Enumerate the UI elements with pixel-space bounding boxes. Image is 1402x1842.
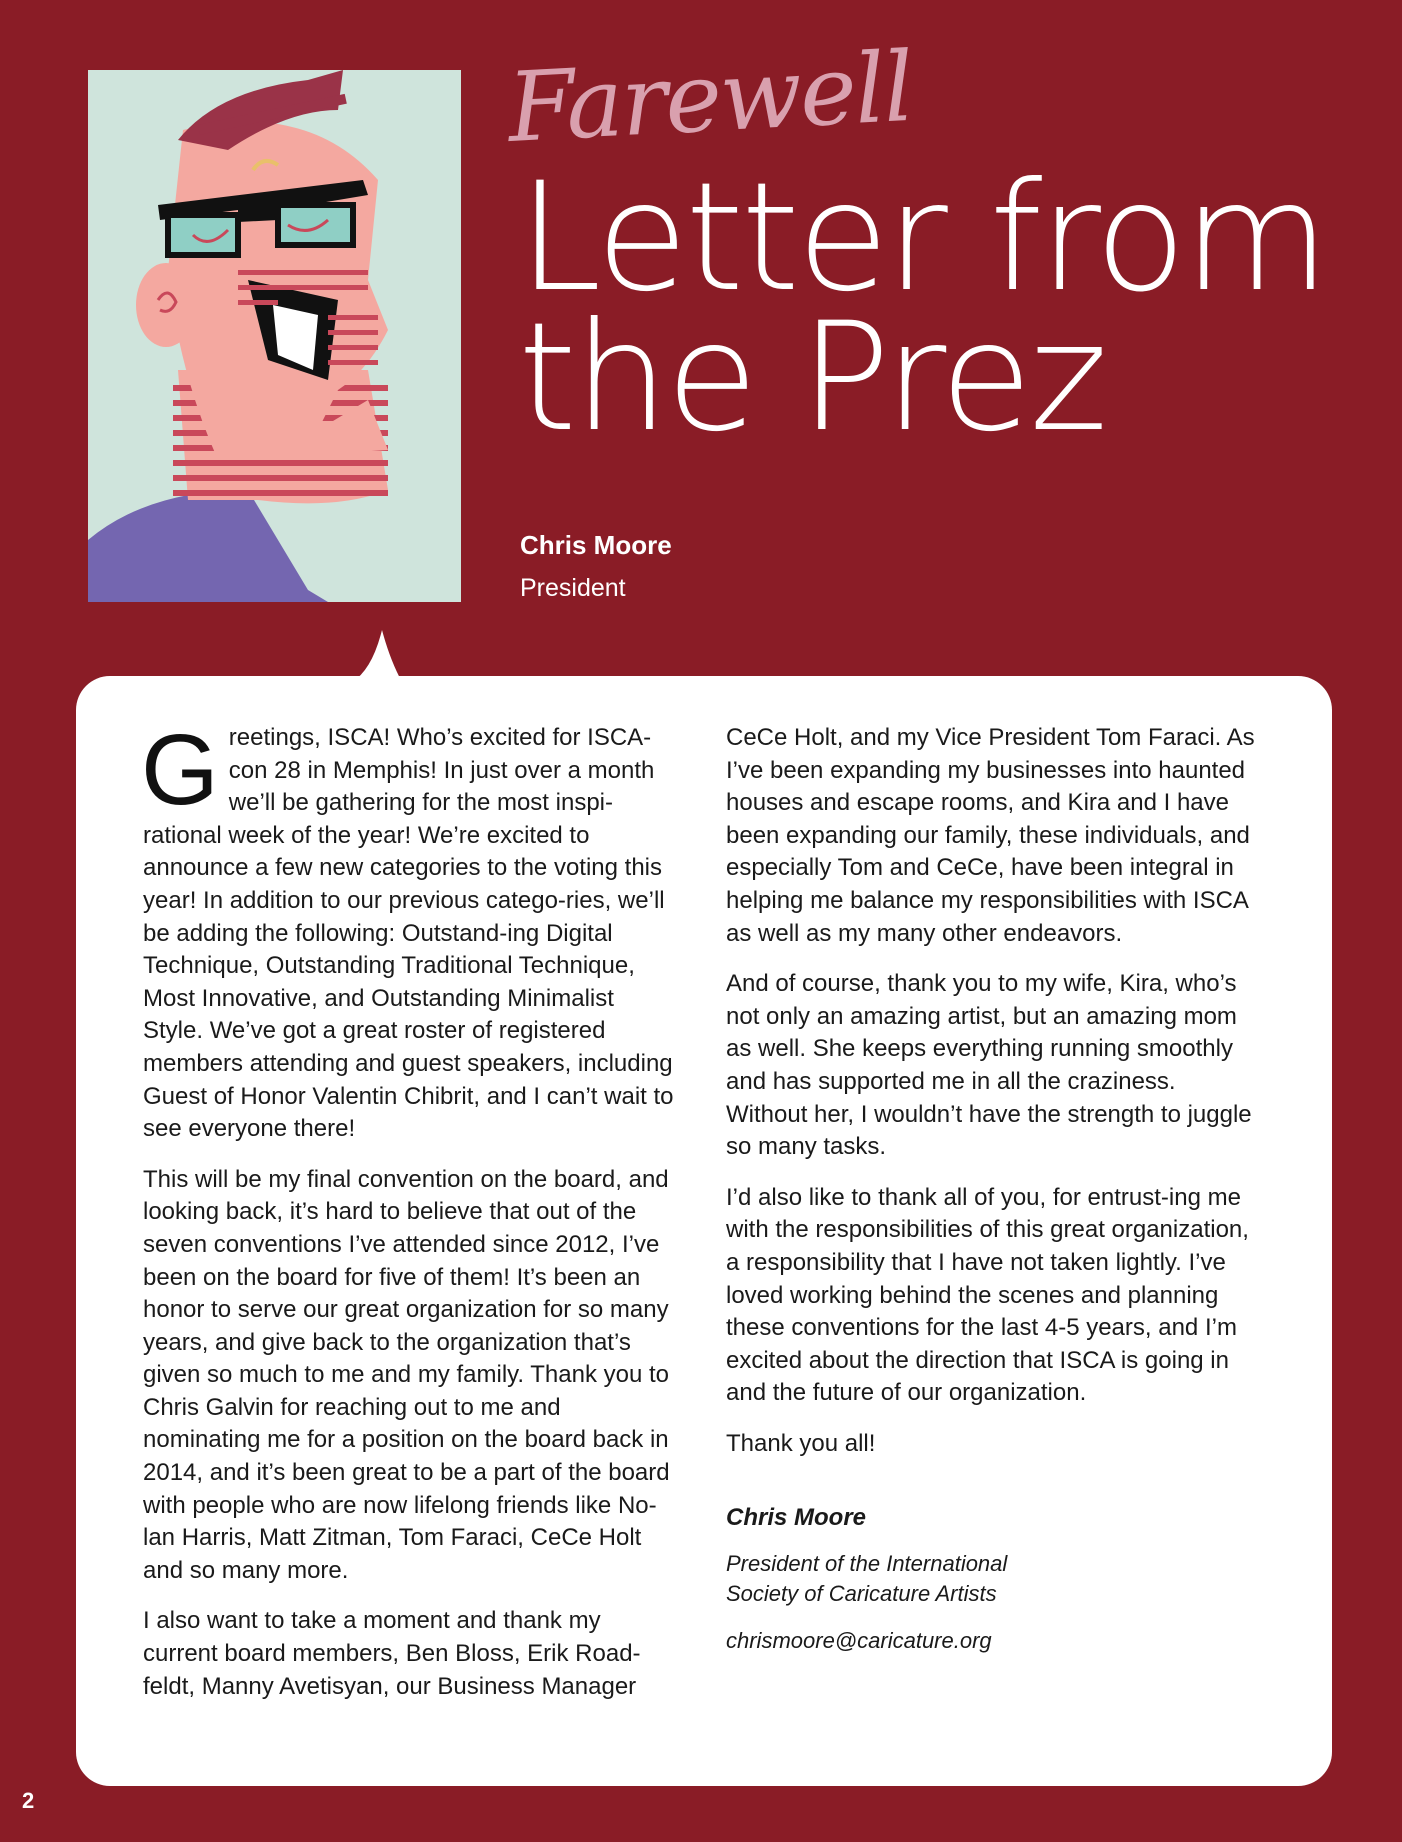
- letter-column-right: [726, 722, 1262, 1676]
- drop-cap: G: [141, 714, 219, 826]
- paragraph-thank-board: I also want to take a moment and thank my current board members, Ben Bloss, Erik Road-feldt, Manny Avetisyan, our Business Manager: [143, 1607, 641, 1700]
- signature-title-line-1: President of the International: [726, 1551, 1008, 1577]
- caricature-portrait: [88, 70, 461, 602]
- farewell-script-title: Farewell: [505, 30, 915, 164]
- page-title-line-2: the Prez: [518, 291, 1106, 465]
- author-name: Chris Moore: [520, 530, 672, 560]
- author-role: President: [520, 574, 626, 602]
- paragraph-thank-members: I’d also like to thank all of you, for entrust-ing me with the responsibilities of this great organization, a responsibility that I have not taken lightly. I’ve loved working behind the scenes and planning these conventions for the last 4-5 years, and I’m excited about the direction that ISCA is going in and the future of our organization.: [726, 1183, 1249, 1407]
- paragraph-greeting-text: reetings, ISCA! Who’s excited for ISCA-con 28 in Memphis! In just over a month we’ll be gathering for the most inspi-rational week of the year! We’re excited to announce a few new categories to the voting this year! In addition to our previous catego-ries, we’ll be adding the following: Outstand-ing Digital Technique, Outstanding Traditional Technique, Most Innovative, and Outstanding Minimalist Style. We’ve got a great roster of registered members attending and guest speakers, including Guest of Honor Valentin Chibrit, and I can’t wait to see everyone there!: [143, 724, 674, 1143]
- page-title-line-1: Letter from: [518, 151, 1327, 325]
- paragraph-final-convention: This will be my final convention on the board, and looking back, it’s hard to believe that out of the seven conventions I’ve attended since 2012, I’ve been on the board for five of them! It’s been an honor to serve our great organization for so many years, and give back to the organization that’s given so much to me and my family. Thank you to Chris Galvin for reaching out to me and nominating me for a position on the board back in 2014, and it’s been great to be a part of the board with people who are now lifelong friends like No-lan Harris, Matt Zitman, Tom Faraci, CeCe Holt and so many more.: [143, 1165, 670, 1584]
- paragraph-board-continued: CeCe Holt, and my Vice President Tom Faraci. As I’ve been expanding my businesses into haunted houses and escape rooms, and Kira and I have been expanding our family, these individuals, and especially Tom and CeCe, have been integral in helping me balance my responsibilities with ISCA as well as my many other endeavors.: [726, 724, 1255, 947]
- paragraph-thank-wife: And of course, thank you to my wife, Kira, who’s not only an amazing artist, but an amazing mom as well. She keeps everything running smoothly and has supported me in all the craziness. Without her, I wouldn’t have the strength to juggle so many tasks.: [726, 970, 1252, 1161]
- paragraph-thank-you-all: Thank you all!: [726, 1429, 876, 1457]
- page-title: [518, 151, 1378, 465]
- signature-title-line-2: Society of Caricature Artists: [726, 1581, 997, 1607]
- signature-name: Chris Moore: [726, 1504, 867, 1532]
- paragraph-greeting: [141, 714, 675, 1146]
- caricature-illustration: [88, 70, 461, 602]
- signature-title: [726, 1549, 1262, 1609]
- page-number: 2: [22, 1788, 35, 1813]
- signature-email: chrismoore@caricature.org: [726, 1628, 992, 1654]
- letter-column-left: [141, 714, 675, 1721]
